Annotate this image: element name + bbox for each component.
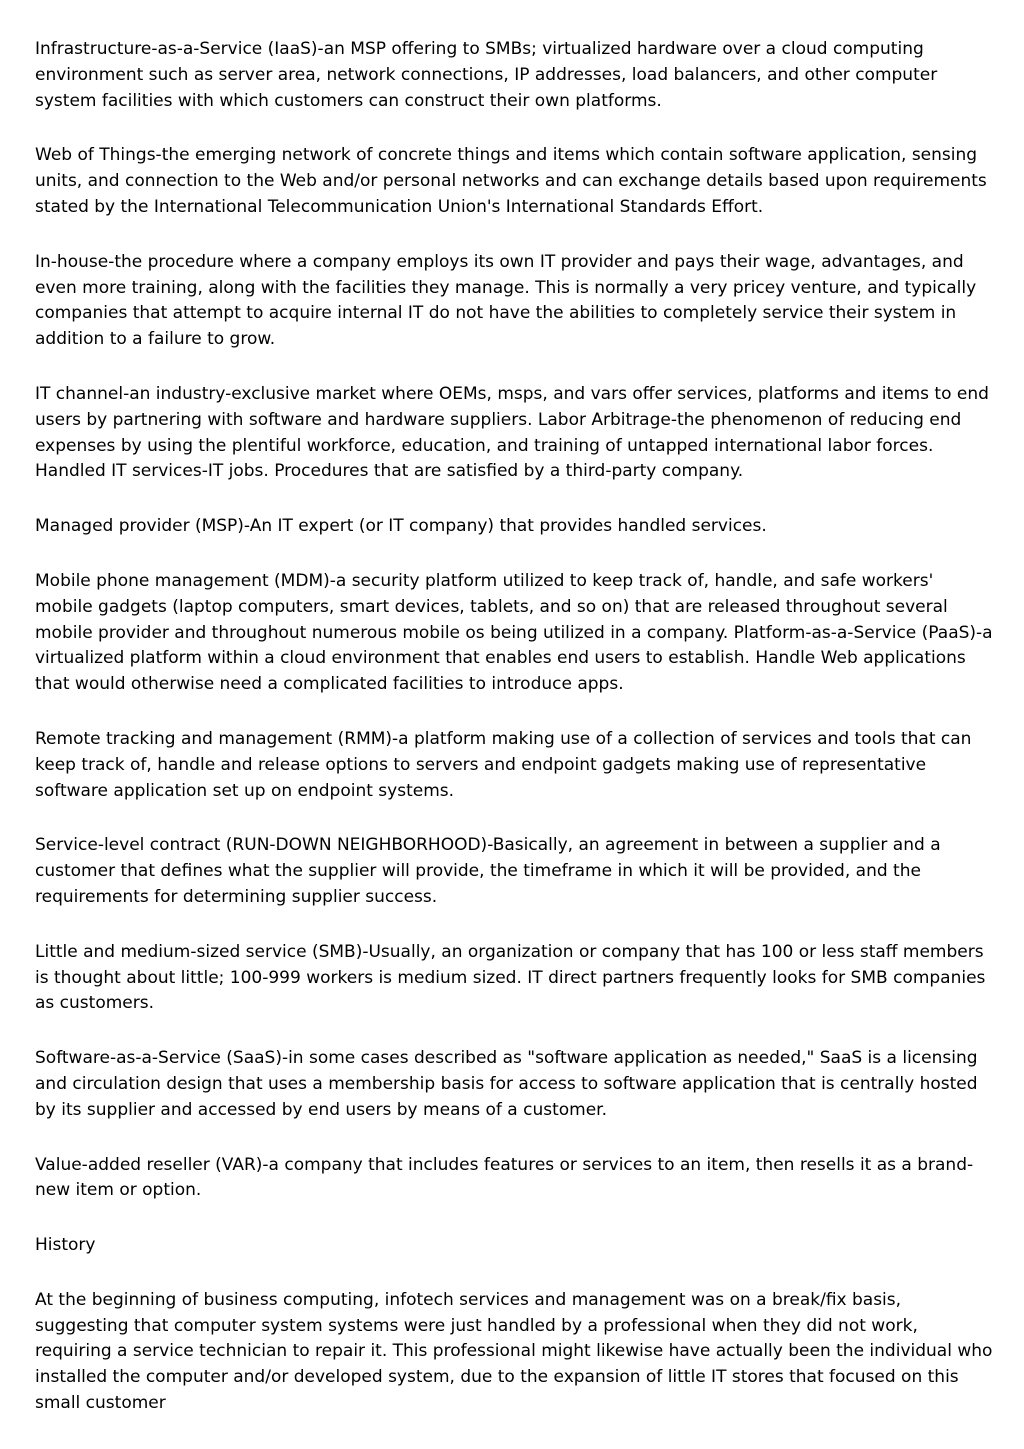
paragraph-msp: Managed provider (MSP)-An IT expert (or IT company) that provides handled services. [35,516,767,537]
paragraph-iaas: Infrastructure-as-a-Service (IaaS)-an MSP offering to SMBs; virtualized hardware over a cloud computing environment such as server area, network connections, IP addresses, load balancers, and other computer system facilities with which customers can construct their own platforms. [35,39,938,111]
paragraph-it-channel: IT channel-an industry-exclusive market where OEMs, msps, and vars offer services, platforms and items to end users by partnering with software and hardware suppliers. Labor Arbitrage-the phenomenon of reducing end expenses by using the plentiful workforce, education, and training of untapped international labor forces. Handled IT services-IT jobs. Procedures that are satisfied by a third-party company. [35,383,989,482]
paragraph-mdm: Mobile phone management (MDM)-a security platform utilized to keep track of, handle, and safe workers' mobile gadgets (laptop computers, smart devices, tablets, and so on) that are released throughout several mobile provider and throughout numerous mobile os being utilized in a company. Platform-as-a-Service (PaaS)-a virtualized platform within a cloud environment that enables end users to establish. Handle Web applications that would otherwise need a complicated facilities to introduce apps. [35,570,993,695]
paragraph-smb: Little and medium-sized service (SMB)-Usually, an organization or company that has 100 or less staff members is thought about little; 100-999 workers is medium sized. IT direct partners frequently looks for SMB companies as customers. [35,941,986,1014]
paragraph-history: At the beginning of business computing, infotech services and management was on a break/fix basis, suggesting that computer system systems were just handled by a professional when they did not work, requiring a service technician to repair it. This professional might likewise have actually been the individual who installed the computer and/or developed system, due to the expansion of little IT stores that focused on this small customer [35,1289,993,1414]
paragraph-web-of-things: Web of Things-the emerging network of concrete things and items which contain software application, sensing units, and connection to the Web and/or personal networks and can exchange details based upon requirements stated by the International Telecommunication Union's International Standards Effort. [35,145,987,217]
paragraph-var: Value-added reseller (VAR)-a company that includes features or services to an item, then resells it as a brand-new item or option. [35,1154,974,1201]
paragraph-rmm: Remote tracking and management (RMM)-a platform making use of a collection of services and tools that can keep track of, handle and release options to servers and endpoint gadgets making use of representative software application set up on endpoint systems. [35,728,972,801]
paragraph-service-level: Service-level contract (RUN-DOWN NEIGHBORHOOD)-Basically, an agreement in between a supplier and a customer that defines what the supplier will provide, the timeframe in which it will be provided, and the requirements for determining supplier success. [35,835,941,907]
paragraph-saas: Software-as-a-Service (SaaS)-in some cases described as "software application as needed," SaaS is a licensing and circulation design that uses a membership basis for access to software application that is centrally hosted by its supplier and accessed by end users by means of a customer. [35,1048,978,1120]
paragraph-in-house: In-house-the procedure where a company employs its own IT provider and pays their wage, advantages, and even more training, along with the facilities they manage. This is normally a very pricey venture, and typically companies that attempt to acquire internal IT do not have the abilities to completely service their system in addition to a failure to grow. [35,251,977,350]
document-body [35,37,995,1446]
section-heading-history: History [35,1235,96,1256]
